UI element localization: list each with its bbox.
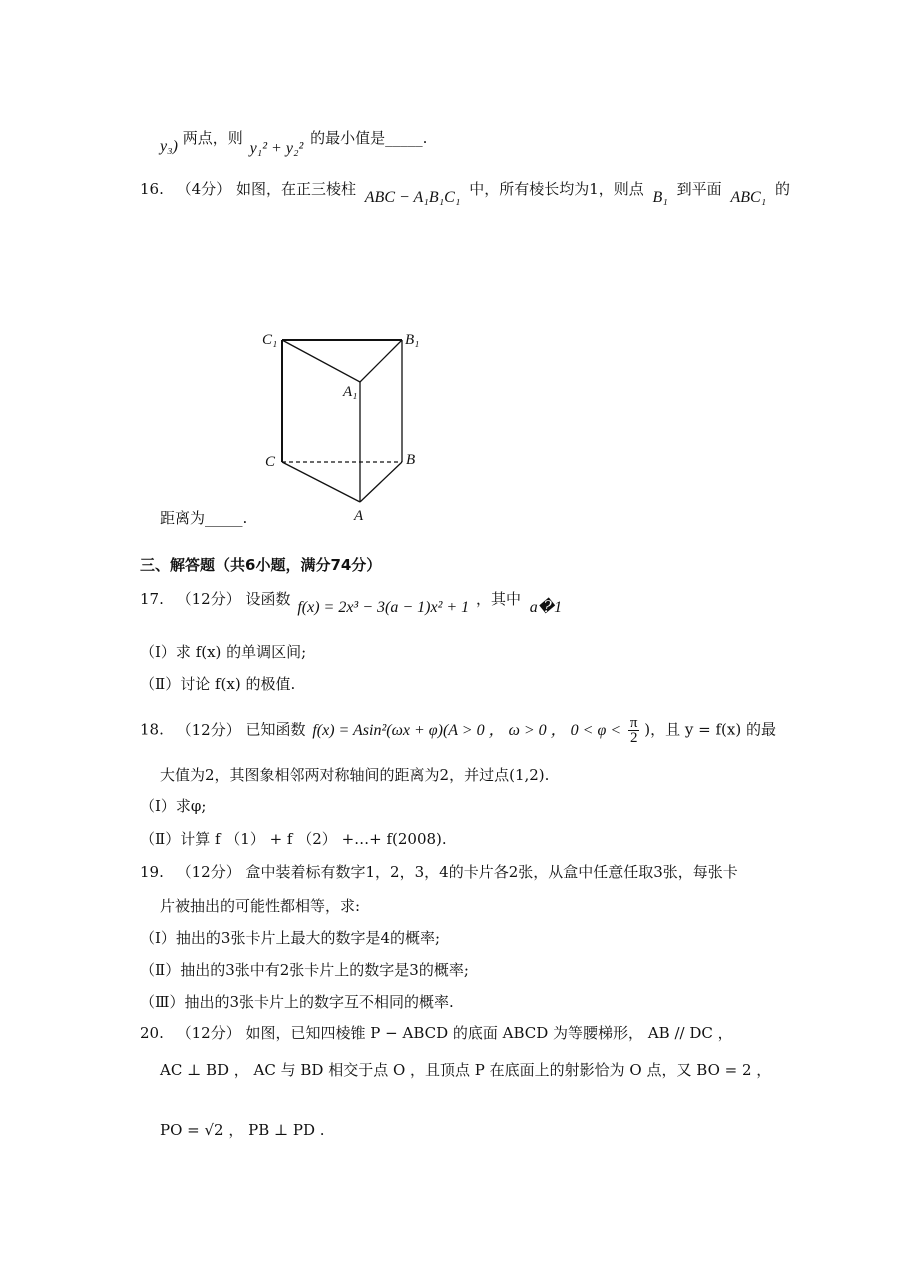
q17-score: （12分） (176, 590, 241, 608)
label-a1: A₁ (343, 384, 358, 400)
section-heading: 三、解答题（共6小题，满分74分） (140, 556, 382, 574)
prism-figure (250, 320, 440, 530)
q16-text1: 如图，在正三棱柱 (235, 180, 356, 198)
label-c: C (265, 454, 276, 470)
q20-line1 (140, 1023, 733, 1043)
q15-y3: y₃) (160, 138, 178, 155)
label-b1: B₁ (405, 332, 420, 348)
q18-text: 已知函数 (245, 720, 306, 739)
q18-part2: （Ⅱ）计算 f （1） + f （2） +…+ f(2008). (140, 830, 447, 848)
q15-text: 两点，则 (182, 129, 243, 147)
q17-text: 设函数 (245, 590, 291, 608)
q17-function: f(x) = 2x³ − 3(a − 1)x² + 1 (297, 599, 470, 616)
q16-prism: ABC − A₁B₁C₁ (364, 189, 461, 206)
q19-part1: （Ⅰ）抽出的3张卡片上最大的数字是4的概率; (140, 929, 441, 947)
q18-line (140, 716, 776, 745)
q20-line2: AC ⊥ BD ， AC 与 BD 相交于点 O ，且顶点 P 在底面上的射影恰为 O 点，又 BO = 2 ， (160, 1061, 772, 1079)
q16-tail: 距离为_____. (160, 509, 248, 527)
q18-score: （12分） (176, 720, 241, 739)
q18-fraction (628, 716, 640, 745)
label-a: A (354, 508, 364, 524)
label-b: B (406, 452, 416, 468)
q18-part1: （Ⅰ）求φ; (140, 797, 207, 815)
q17-part2: （Ⅱ）讨论 f(x) 的极值. (140, 675, 296, 693)
q19-text: 盒中装着标有数字1，2，3，4的卡片各2张，从盒中任意任取3张，每张卡 (245, 863, 738, 881)
q19-line1 (140, 862, 738, 882)
q20-text: 如图，已知四棱锥 P − ABCD 的底面 ABCD 为等腰梯形， AB // DC ， (245, 1024, 733, 1042)
q15-line (160, 128, 428, 157)
q15-tail: 的最小值是_____. (310, 129, 428, 147)
q18-frac-den: 2 (629, 730, 638, 746)
q15-expr: y₁² + y₂² (249, 140, 304, 157)
q18-frac-num: π (629, 715, 638, 731)
q16-text2: 中，所有棱长均为1，则点 (469, 180, 644, 198)
q16-plane: ABC₁ (730, 189, 767, 206)
q20-line3: PO = √2 ， PB ⊥ PD . (160, 1121, 325, 1139)
q17-number: 17. (140, 590, 164, 608)
q20-score: （12分） (176, 1024, 241, 1042)
q17-line (140, 589, 563, 616)
q18-number: 18. (140, 720, 164, 739)
q17-condition: a�1 (529, 599, 563, 616)
q19-part3: （Ⅲ）抽出的3张卡片上的数字互不相同的概率. (140, 993, 454, 1011)
q16-text3: 到平面 (676, 180, 722, 198)
q20-number: 20. (140, 1024, 164, 1042)
label-c1: C₁ (262, 332, 278, 348)
q18-line2: 大值为2，其图象相邻两对称轴间的距离为2，并过点(1,2). (160, 766, 550, 784)
q19-score: （12分） (176, 863, 241, 881)
q17-text2: ，其中 (475, 590, 521, 608)
q19-part2: （Ⅱ）抽出的3张中有2张卡片上的数字是3的概率; (140, 961, 469, 979)
q18-after: )，且 y = f(x) 的最 (644, 720, 776, 739)
q16-text4: 的 (775, 180, 791, 198)
q16-line (140, 179, 791, 206)
q17-part1: （Ⅰ）求 f(x) 的单调区间; (140, 643, 307, 661)
q16-number: 16. (140, 180, 164, 198)
q16-point: B₁ (652, 189, 668, 206)
q19-number: 19. (140, 863, 164, 881)
q19-line2: 片被抽出的可能性都相等，求: (160, 897, 361, 915)
q18-function: f(x) = Asin²(ωx + φ)(A > 0 ， ω > 0 ， 0 < φ < (312, 721, 622, 739)
q16-score: （4分） (176, 180, 232, 198)
